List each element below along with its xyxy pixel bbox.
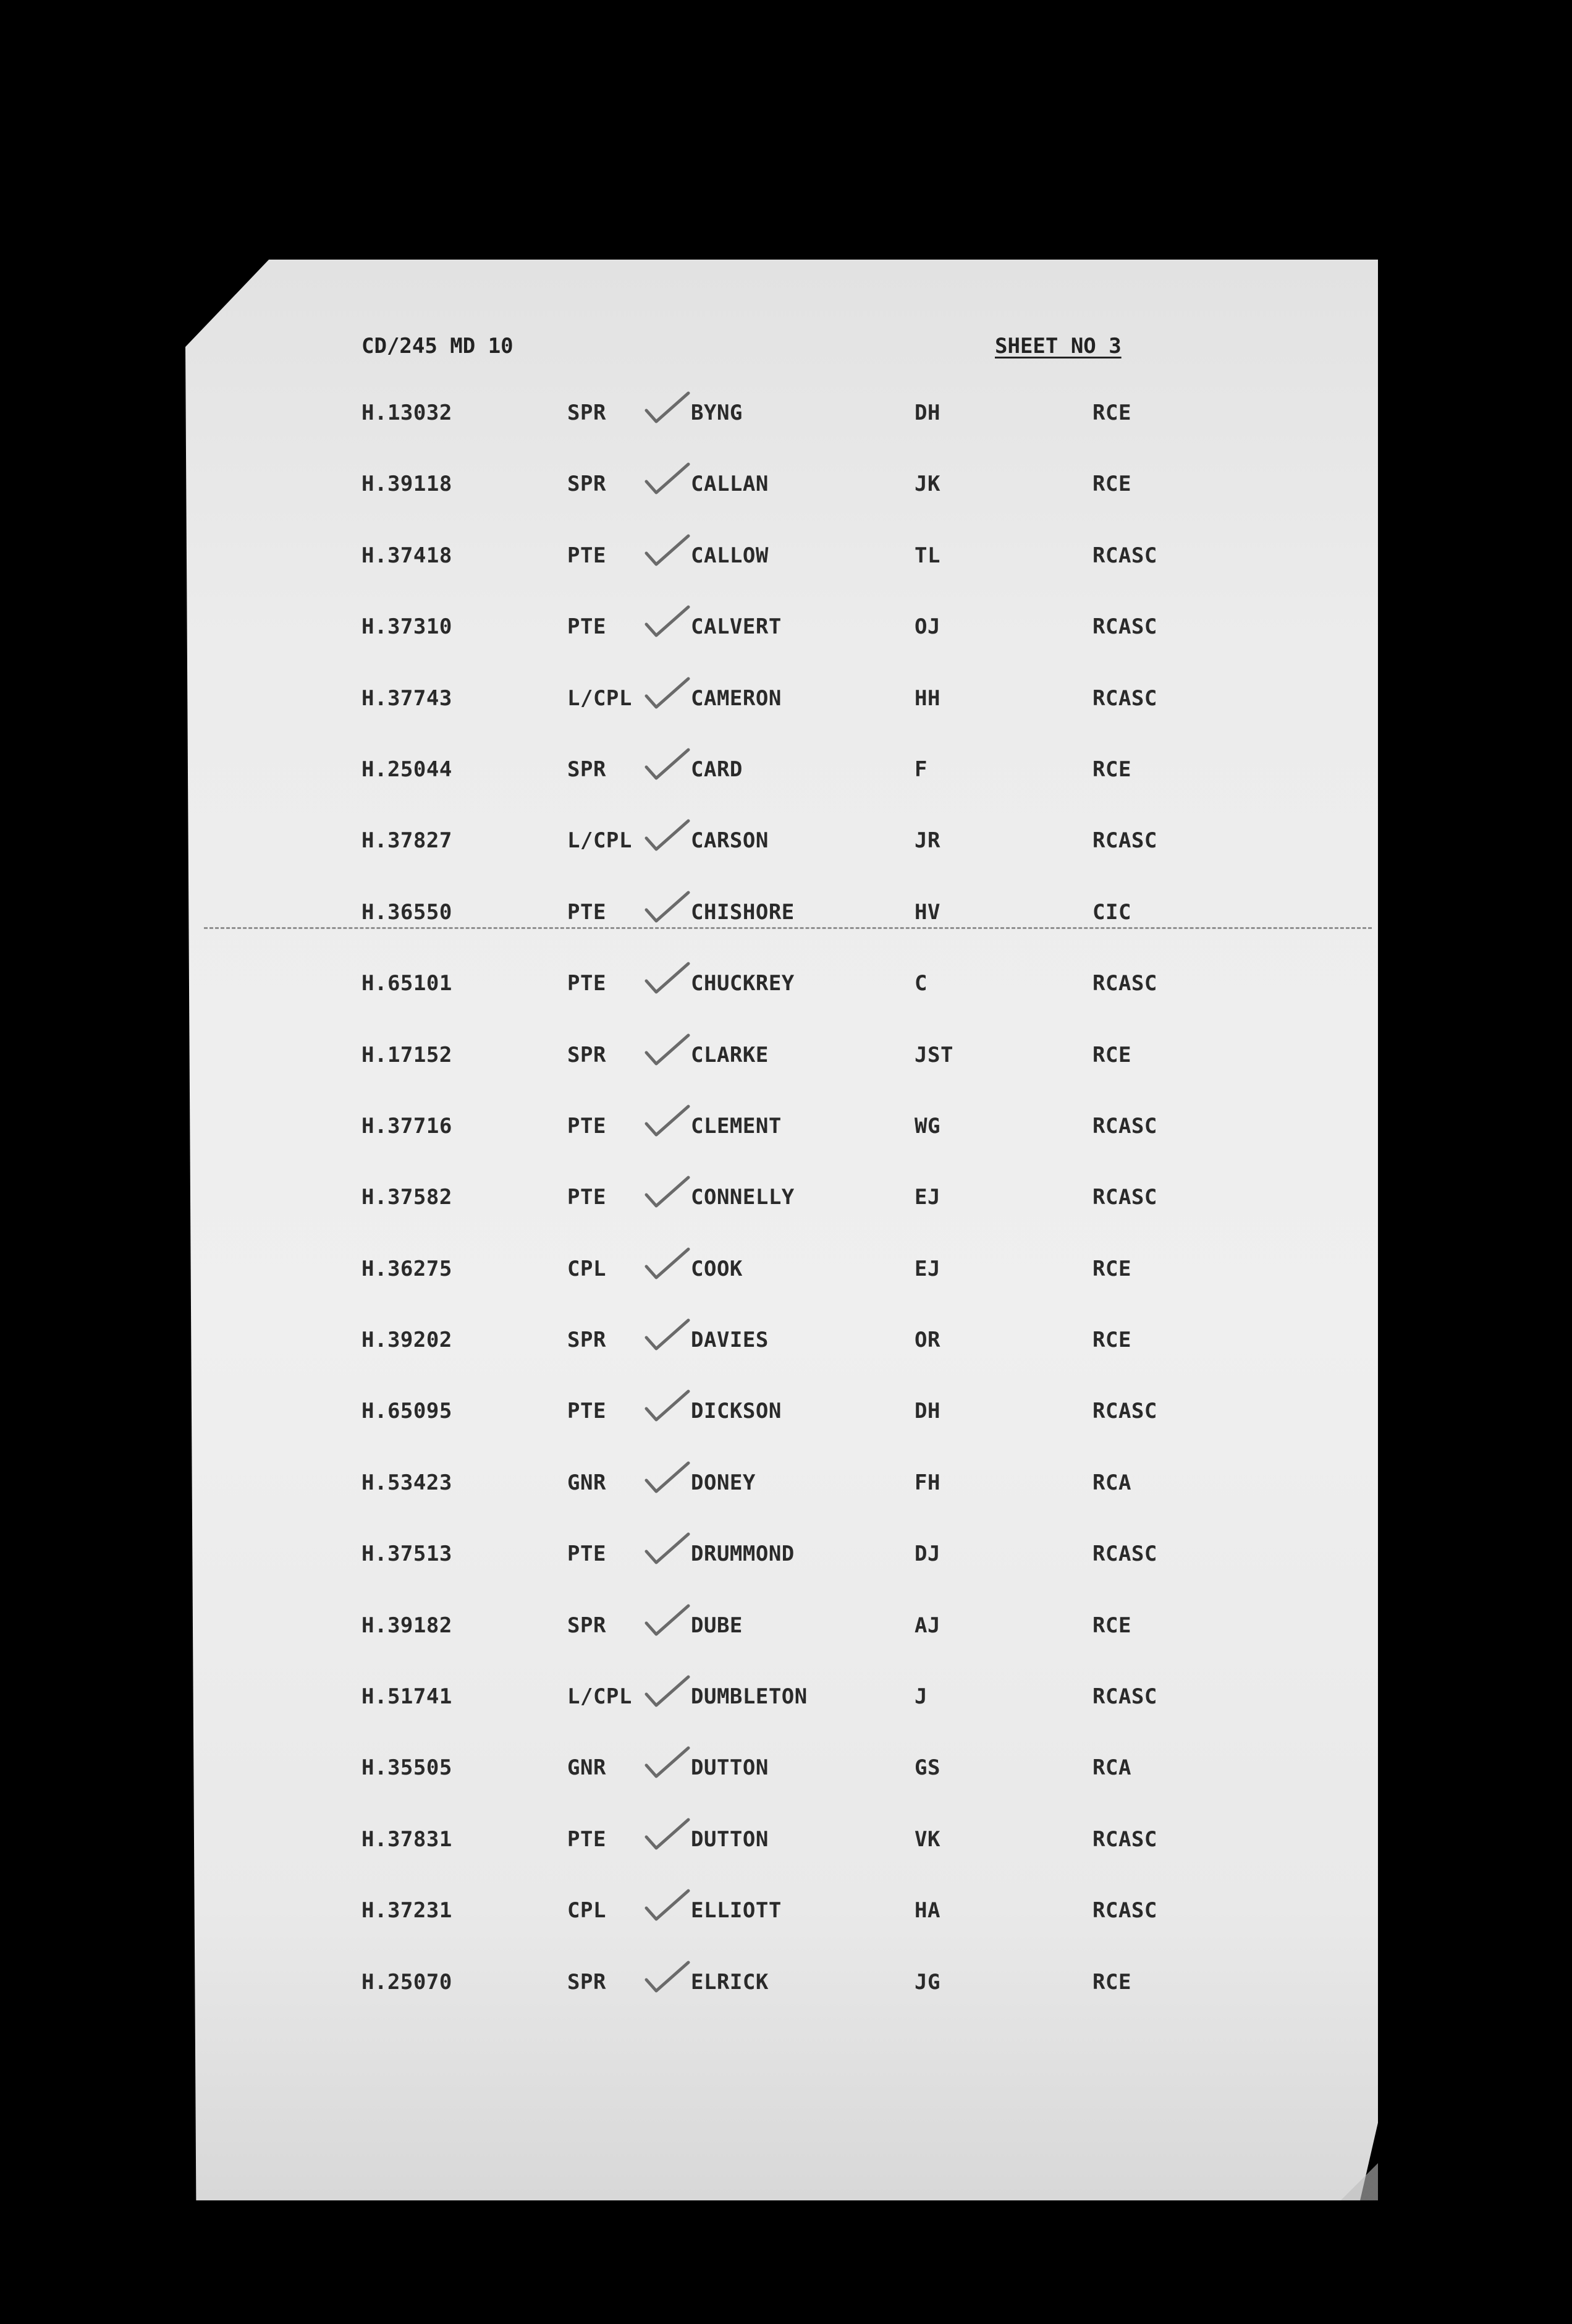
checkmark-icon (643, 460, 692, 498)
list-item (0, 1114, 1572, 1185)
service-number: H.53423 (361, 1470, 452, 1495)
service-number: H.37716 (361, 1113, 452, 1139)
rank: PTE (567, 971, 606, 996)
unit: RCE (1092, 1328, 1131, 1353)
list-item (0, 1328, 1572, 1399)
rank: PTE (567, 1542, 606, 1567)
surname: DUMBLETON (691, 1684, 808, 1710)
service-number: H.37513 (361, 1542, 452, 1567)
service-number: H.39118 (361, 472, 452, 497)
surname: DUTTON (691, 1755, 769, 1781)
rank: SPR (567, 757, 606, 782)
checkmark-icon (643, 746, 692, 783)
rank: PTE (567, 543, 606, 568)
list-item (0, 1898, 1572, 1969)
service-number: H.65101 (361, 971, 452, 996)
surname: COOK (691, 1256, 743, 1281)
list-item (0, 401, 1572, 472)
initials: HA (915, 1898, 940, 1923)
checkmark-icon (643, 1816, 692, 1853)
surname: DRUMMOND (691, 1542, 795, 1567)
rank: SPR (567, 1613, 606, 1638)
unit: CIC (1092, 899, 1131, 925)
checkmark-icon (643, 1103, 692, 1140)
unit: RCASC (1092, 1113, 1157, 1139)
list-item (0, 1827, 1572, 1898)
checkmark-icon (643, 1602, 692, 1639)
checkmark-icon (643, 1245, 692, 1283)
initials: EJ (915, 1185, 940, 1210)
rank: CPL (567, 1898, 606, 1923)
service-number: H.25044 (361, 757, 452, 782)
list-item (0, 971, 1572, 1042)
unit: RCASC (1092, 828, 1157, 854)
unit: RCE (1092, 472, 1131, 497)
page-corner (1341, 2163, 1378, 2200)
rank: SPR (567, 1969, 606, 1995)
checkmark-icon (643, 817, 692, 854)
service-number: H.36275 (361, 1256, 452, 1281)
initials: OR (915, 1328, 940, 1353)
checkmark-icon (643, 889, 692, 926)
initials: OJ (915, 614, 940, 640)
initials: J (915, 1684, 928, 1710)
surname: CHUCKREY (691, 971, 795, 996)
surname: DICKSON (691, 1399, 782, 1424)
checkmark-icon (643, 1673, 692, 1710)
rank: SPR (567, 472, 606, 497)
list-item (0, 543, 1572, 614)
unit: RCASC (1092, 1542, 1157, 1567)
rank: PTE (567, 899, 606, 925)
service-number: H.37231 (361, 1898, 452, 1923)
service-number: H.37743 (361, 685, 452, 711)
checkmark-icon (643, 1959, 692, 1996)
service-number: H.51741 (361, 1684, 452, 1710)
checkmark-icon (643, 389, 692, 426)
unit: RCASC (1092, 1898, 1157, 1923)
unit: RCA (1092, 1755, 1131, 1781)
service-number: H.65095 (361, 1399, 452, 1424)
service-number: H.37582 (361, 1185, 452, 1210)
surname: DUBE (691, 1613, 743, 1638)
list-item (0, 757, 1572, 828)
initials: DH (915, 1399, 940, 1424)
initials: JG (915, 1969, 940, 1995)
list-item (0, 900, 1572, 971)
initials: JK (915, 472, 940, 497)
list-item (0, 614, 1572, 685)
service-number: H.37418 (361, 543, 452, 568)
service-number: H.39182 (361, 1613, 452, 1638)
checkmark-icon (643, 603, 692, 640)
initials: HH (915, 685, 940, 711)
surname: ELRICK (691, 1969, 769, 1995)
list-item (0, 1684, 1572, 1755)
rank: PTE (567, 1113, 606, 1139)
list-item (0, 686, 1572, 757)
rank: PTE (567, 614, 606, 640)
initials: EJ (915, 1256, 940, 1281)
service-number: H.37827 (361, 828, 452, 854)
unit: RCA (1092, 1470, 1131, 1495)
personnel-list (0, 401, 1572, 2041)
initials: DJ (915, 1542, 940, 1567)
surname: CLARKE (691, 1042, 769, 1067)
surname: DUTTON (691, 1826, 769, 1852)
service-number: H.13032 (361, 401, 452, 425)
rank: SPR (567, 1042, 606, 1067)
list-item (0, 472, 1572, 543)
rank: L/CPL (567, 1684, 632, 1710)
surname: ELLIOTT (691, 1898, 782, 1923)
initials: C (915, 971, 928, 996)
unit: RCE (1092, 757, 1131, 782)
initials: F (915, 757, 928, 782)
rank: GNR (567, 1755, 606, 1781)
list-item (0, 1613, 1572, 1684)
initials: WG (915, 1113, 940, 1139)
surname: DONEY (691, 1470, 756, 1495)
checkmark-icon (643, 675, 692, 712)
list-item (0, 1542, 1572, 1613)
rank: PTE (567, 1185, 606, 1210)
unit: RCASC (1092, 614, 1157, 640)
surname: CHISHORE (691, 899, 795, 925)
surname: CAMERON (691, 685, 782, 711)
initials: VK (915, 1826, 940, 1852)
rank: PTE (567, 1826, 606, 1852)
rank: PTE (567, 1399, 606, 1424)
surname: BYNG (691, 401, 743, 425)
checkmark-icon (643, 1388, 692, 1425)
surname: CARSON (691, 828, 769, 854)
initials: TL (915, 543, 940, 568)
surname: DAVIES (691, 1328, 769, 1353)
list-item (0, 1043, 1572, 1114)
service-number: H.25070 (361, 1969, 452, 1995)
surname: CALVERT (691, 614, 782, 640)
checkmark-icon (643, 1174, 692, 1211)
checkmark-icon (643, 1459, 692, 1496)
service-number: H.39202 (361, 1328, 452, 1353)
sheet-number: SHEET NO 3 (995, 334, 1122, 358)
initials: GS (915, 1755, 940, 1781)
rank: GNR (567, 1470, 606, 1495)
rank: SPR (567, 401, 606, 425)
document-header (0, 334, 1572, 361)
rank: SPR (567, 1328, 606, 1353)
service-number: H.17152 (361, 1042, 452, 1067)
rank: L/CPL (567, 685, 632, 711)
initials: FH (915, 1470, 940, 1495)
unit: RCASC (1092, 1684, 1157, 1710)
unit: RCASC (1092, 543, 1157, 568)
service-number: H.36550 (361, 899, 452, 925)
initials: JST (915, 1042, 953, 1067)
unit: RCASC (1092, 971, 1157, 996)
checkmark-icon (643, 1032, 692, 1069)
list-item (0, 1399, 1572, 1470)
surname: CLEMENT (691, 1113, 782, 1139)
initials: AJ (915, 1613, 940, 1638)
initials: JR (915, 828, 940, 854)
rank: CPL (567, 1256, 606, 1281)
checkmark-icon (643, 1744, 692, 1781)
checkmark-icon (643, 960, 692, 997)
unit: RCE (1092, 1256, 1131, 1281)
initials: DH (915, 401, 940, 425)
rank: L/CPL (567, 828, 632, 854)
unit: RCE (1092, 1042, 1131, 1067)
unit: RCE (1092, 401, 1131, 425)
unit: RCE (1092, 1969, 1131, 1995)
list-item (0, 1257, 1572, 1328)
surname: CONNELLY (691, 1185, 795, 1210)
document-reference: CD/245 MD 10 (361, 334, 513, 358)
checkmark-icon (643, 1530, 692, 1567)
list-item (0, 1970, 1572, 2041)
unit: RCASC (1092, 1399, 1157, 1424)
checkmark-icon (643, 1887, 692, 1924)
surname: CALLOW (691, 543, 769, 568)
service-number: H.35505 (361, 1755, 452, 1781)
service-number: H.37310 (361, 614, 452, 640)
list-item (0, 828, 1572, 899)
list-item (0, 1185, 1572, 1256)
surname: CALLAN (691, 472, 769, 497)
unit: RCE (1092, 1613, 1131, 1638)
surname: CARD (691, 757, 743, 782)
checkmark-icon (643, 532, 692, 569)
list-item (0, 1755, 1572, 1826)
unit: RCASC (1092, 1185, 1157, 1210)
initials: HV (915, 899, 940, 925)
list-item (0, 1470, 1572, 1542)
service-number: H.37831 (361, 1826, 452, 1852)
checkmark-icon (643, 1317, 692, 1354)
unit: RCASC (1092, 1826, 1157, 1852)
unit: RCASC (1092, 685, 1157, 711)
